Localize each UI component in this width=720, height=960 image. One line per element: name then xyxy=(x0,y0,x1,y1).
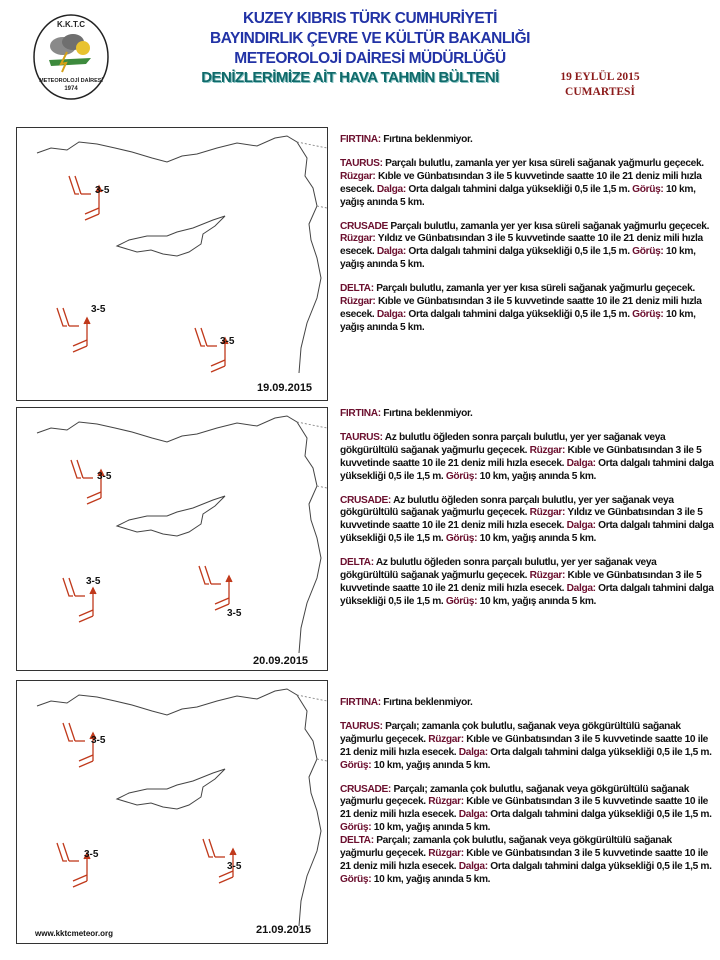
coastline-map xyxy=(17,681,327,943)
wind-speed-label: 3-5 xyxy=(97,471,112,482)
wave-text: Orta dalgalı tahmini dalga yüksekliği 0,5 ile 1,5 m. xyxy=(487,860,712,872)
mainland-coastline xyxy=(37,136,321,373)
header-country: KUZEY KIBRIS TÜRK CUMHURİYETİ xyxy=(243,10,497,27)
wind-speed-label: 3-5 xyxy=(95,185,110,196)
area-text: Parçalı bulutlu, zamanla yer yer kısa süreli sağanak yağmurlu geçecek. xyxy=(373,283,695,295)
wave-label: Dalga: xyxy=(566,582,596,594)
mainland-coastline xyxy=(37,689,321,926)
storm-label: FIRTINA: xyxy=(340,408,381,419)
area-text: Parçalı; zamanla çok bulutlu, sağanak veya gökgürültülü sağanak yağmurlu geçecek. xyxy=(340,783,690,808)
meteorology-logo xyxy=(31,12,111,102)
wind-text: Yıldız ve Günbatısından 3 ile 5 kuvvetinde saatte 10 ile 21 deniz mili hızla esecek. xyxy=(340,507,703,532)
area-name: CRUSADE: xyxy=(340,783,391,795)
area-paragraph-crusade xyxy=(340,221,716,273)
area-name: TAURUS: xyxy=(340,720,383,732)
wave-text: Orta dalgalı tahmini dalga yüksekliği 0,5 ile 1,5 m. xyxy=(487,809,712,821)
wave-text: Orta dalgalı tahmini dalga yüksekliği 0,5 ile 1,5 m. xyxy=(340,520,714,545)
forecast-text-day2 xyxy=(340,408,716,620)
wind-label: Rüzgar: xyxy=(340,170,376,182)
visibility-label: Görüş: xyxy=(445,470,478,482)
wave-label: Dalga: xyxy=(376,246,406,258)
wave-label: Dalga: xyxy=(458,860,488,872)
forecast-map-day2 xyxy=(16,407,328,671)
wave-label: Dalga: xyxy=(376,183,406,195)
visibility-text: 10 km, yağış anında 5 km. xyxy=(477,595,597,607)
forecast-text-day3 xyxy=(340,697,716,898)
map-date: 19.09.2015 xyxy=(257,382,313,394)
wind-speed-label: 3-5 xyxy=(227,608,242,619)
visibility-label: Görüş: xyxy=(632,308,664,320)
area-name: DELTA: xyxy=(340,557,374,569)
wind-label: Rüzgar: xyxy=(529,507,566,519)
wind-label: Rüzgar: xyxy=(428,733,464,745)
wind-text: Kıble ve Günbatısından 3 ile 5 kuvvetinde saatte 10 ile 21 deniz mili hızla esecek. xyxy=(340,170,702,195)
area-name: TAURUS: xyxy=(340,157,383,169)
visibility-label: Görüş: xyxy=(340,873,372,885)
issue-date: 19 EYLÜL 2015 xyxy=(560,71,640,83)
area-paragraph-taurus xyxy=(340,158,716,210)
logo-year-text: 1974 xyxy=(64,86,78,92)
mainland-coastline xyxy=(37,416,321,653)
wave-label: Dalga: xyxy=(566,520,596,532)
storm-paragraph xyxy=(340,408,716,421)
visibility-label: Görüş: xyxy=(445,533,478,545)
wind-speed-label: 3-5 xyxy=(227,861,242,872)
cyprus-outline xyxy=(117,216,225,256)
area-paragraph-delta xyxy=(340,283,716,335)
wind-speed-label: 3-5 xyxy=(91,735,106,746)
visibility-text: 10 km, yağış anında 5 km. xyxy=(371,873,491,885)
wind-label: Rüzgar: xyxy=(529,444,566,456)
wind-arrow xyxy=(57,308,90,352)
area-name: CRUSADE: xyxy=(340,494,391,506)
visibility-text: 10 km, yağış anında 5 km. xyxy=(371,822,491,834)
area-name: CRUSADE xyxy=(340,220,388,232)
area-paragraph-crusade xyxy=(340,784,716,836)
wave-text: Orta dalgalı tahmini dalga yüksekliği 0,5 ile 1,5 m. xyxy=(405,183,633,195)
border-line xyxy=(297,695,327,761)
coastline-map xyxy=(17,408,327,670)
forecast-map-day3 xyxy=(16,680,328,944)
visibility-text: 10 km, yağış anında 5 km. xyxy=(371,759,491,771)
wave-text: Orta dalgalı tahmini dalga yüksekliği 0,5 ile 1,5 m. xyxy=(487,746,712,758)
wind-arrow xyxy=(69,176,102,220)
wind-speed-label: 3-5 xyxy=(220,336,235,347)
storm-text: Fırtına beklenmiyor. xyxy=(380,408,473,419)
visibility-text: 10 km, yağış anında 5 km. xyxy=(477,470,597,482)
wind-arrow xyxy=(195,328,228,372)
header-department: METEOROLOJİ DAİRESİ MÜDÜRLÜĞÜ xyxy=(234,50,506,67)
area-name: DELTA: xyxy=(340,283,374,295)
visibility-label: Görüş: xyxy=(632,183,664,195)
wind-label: Rüzgar: xyxy=(428,848,464,860)
cyprus-outline xyxy=(117,496,225,536)
area-paragraph-delta xyxy=(340,835,716,887)
visibility-label: Görüş: xyxy=(445,595,478,607)
map-date: 21.09.2015 xyxy=(256,924,312,936)
area-paragraph-delta xyxy=(340,557,716,609)
storm-paragraph xyxy=(340,134,716,147)
wind-text: Kıble ve Günbatısından 3 ile 5 kuvvetinde saatte 10 ile 21 deniz mili hızla esecek. xyxy=(340,796,708,821)
visibility-label: Görüş: xyxy=(340,822,372,834)
wave-text: Orta dalgalı tahmini dalga yüksekliği 0,5 ile 1,5 m. xyxy=(340,582,714,607)
wind-arrow xyxy=(71,460,104,504)
wind-label: Rüzgar: xyxy=(428,796,464,808)
area-text: Parçalı bulutlu, zamanla yer yer kısa süreli sağanak yağmurlu geçecek. xyxy=(382,157,704,169)
wind-label: Rüzgar: xyxy=(529,570,566,582)
wave-text: Orta dalgalı tahmini dalga yüksekliği 0,5 ile 1,5 m. xyxy=(340,457,714,482)
wind-label: Rüzgar: xyxy=(340,233,376,245)
storm-text: Fırtına beklenmiyor. xyxy=(380,697,473,708)
logo-bottom-text: METEOROLOJİ DAİRESİ xyxy=(39,78,103,84)
logo-top-text: K.K.T.C xyxy=(57,20,85,29)
wave-label: Dalga: xyxy=(566,457,596,469)
wind-text: Kıble ve Günbatısından 3 ile 5 kuvvetinde saatte 10 ile 21 deniz mili hızla esecek. xyxy=(340,570,702,594)
wind-text: Yıldız ve Günbatısından 3 ile 5 kuvvetinde saatte 10 ile 21 deniz mili hızla esecek. xyxy=(340,233,703,258)
wind-speed-label: 3-5 xyxy=(84,849,99,860)
area-text: Parçalı; zamanla çok bulutlu, sağanak veya gökgürültülü sağanak yağmurlu geçecek. xyxy=(340,835,672,860)
area-paragraph-crusade xyxy=(340,495,716,547)
forecast-map-day1 xyxy=(16,127,328,401)
area-paragraph-taurus xyxy=(340,432,716,484)
area-name: TAURUS: xyxy=(340,431,383,443)
area-text: Az bulutlu öğleden sonra parçalı bulutlu, yer yer sağanak veya gökgürültülü sağanak yağmurlu geçecek. xyxy=(340,557,657,582)
area-text: Parçalı; zamanla çok bulutlu, sağanak veya gökgürültülü sağanak yağmurlu geçecek. xyxy=(340,720,681,745)
border-line xyxy=(297,422,327,488)
forecast-text-day1 xyxy=(340,134,716,346)
area-name: DELTA: xyxy=(340,835,374,847)
visibility-label: Görüş: xyxy=(632,246,664,258)
wave-label: Dalga: xyxy=(458,809,488,821)
wind-text: Kıble ve Günbatısından 3 ile 5 kuvvetinde saatte 10 ile 21 deniz mili hızla esecek. xyxy=(340,848,708,872)
wave-text: Orta dalgalı tahmini dalga yüksekliği 0,5 ile 1,5 m. xyxy=(405,308,633,320)
wave-text: Orta dalgalı tahmini dalga yüksekliği 0,5 ile 1,5 m. xyxy=(405,246,633,258)
wind-text: Kıble ve Günbatısından 3 ile 5 kuvvetinde saatte 10 ile 21 deniz mili hızla esecek. xyxy=(340,733,708,758)
border-line xyxy=(297,142,327,208)
visibility-text: 10 km, yağış anında 5 km. xyxy=(340,308,696,333)
visibility-text: 10 km, yağış anında 5 km. xyxy=(340,183,696,208)
area-paragraph-taurus xyxy=(340,721,716,773)
wind-text: Kıble ve Günbatısından 3 ile 5 kuvvetinde saatte 10 ile 21 deniz mili hızla esecek. xyxy=(340,296,702,320)
wind-speed-label: 3-5 xyxy=(91,304,106,315)
area-text: Az bulutlu öğleden sonra parçalı bulutlu, yer yer sağanak veya gökgürültülü sağanak yağmurlu geçecek. xyxy=(340,494,674,519)
bulletin-title: DENİZLERİMİZE AİT HAVA TAHMİN BÜLTENİ xyxy=(201,69,499,86)
area-text: Az bulutlu öğleden sonra parçalı bulutlu, yer yer sağanak veya gökgürültülü sağanak yağmurlu geçecek. xyxy=(340,431,666,456)
website-url: www.kktcmeteor.org xyxy=(35,929,113,938)
area-text: Parçalı bulutlu, zamanla yer yer kısa süreli sağanak yağmurlu geçecek. xyxy=(387,220,710,232)
wind-text: Kıble ve Günbatısından 3 ile 5 kuvvetinde saatte 10 ile 21 deniz mili hızla esecek. xyxy=(340,444,702,469)
issue-weekday: CUMARTESİ xyxy=(565,86,635,98)
storm-paragraph xyxy=(340,697,716,710)
wave-label: Dalga: xyxy=(458,746,488,758)
wave-label: Dalga: xyxy=(376,308,406,320)
header-ministry: BAYINDIRLIK ÇEVRE VE KÜLTÜR BAKANLIĞI xyxy=(210,30,530,47)
storm-text: Fırtına beklenmiyor. xyxy=(380,134,473,145)
storm-label: FIRTINA: xyxy=(340,134,381,145)
visibility-text: 10 km, yağış anında 5 km. xyxy=(340,246,696,271)
wind-label: Rüzgar: xyxy=(340,296,376,308)
map-date: 20.09.2015 xyxy=(253,655,309,667)
wind-speed-label: 3-5 xyxy=(86,576,101,587)
visibility-text: 10 km, yağış anında 5 km. xyxy=(477,533,597,545)
cyprus-outline xyxy=(117,769,225,809)
visibility-label: Görüş: xyxy=(340,759,372,771)
storm-label: FIRTINA: xyxy=(340,697,381,708)
coastline-map xyxy=(17,128,327,400)
wind-arrow xyxy=(199,566,232,610)
